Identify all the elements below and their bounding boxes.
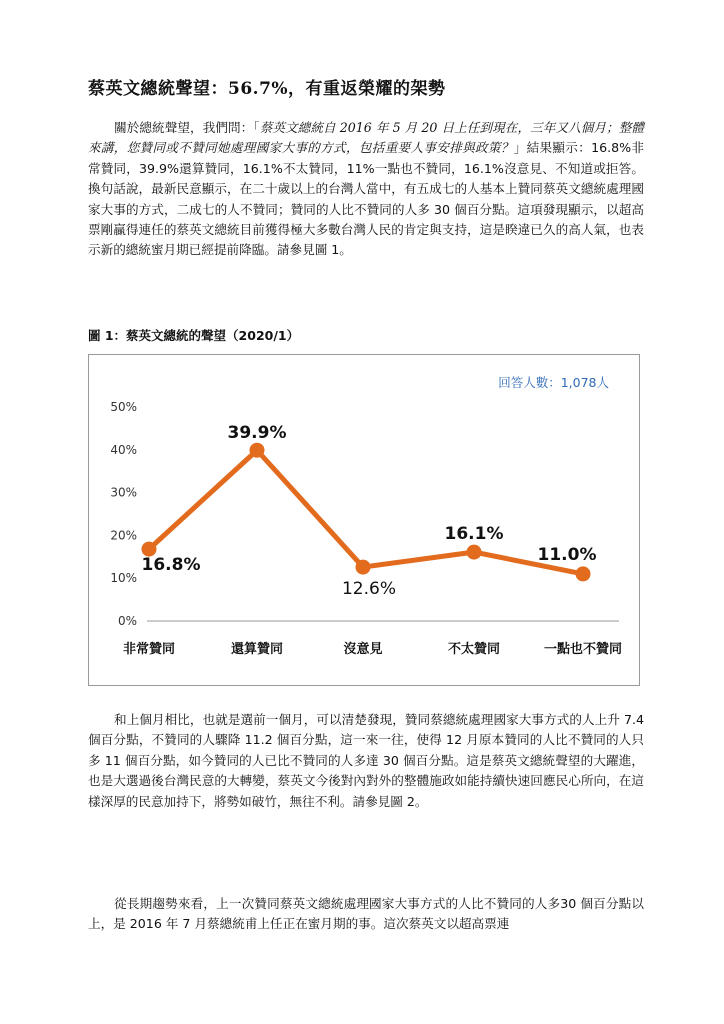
paragraph-3-text: 從長期趨勢來看，上一次贊同蔡英文總統處理國家大事方式的人比不贊同的人多30 個百分點以上，是 2016 年 7 月蔡總統甫上任正在蜜月期的事。這次蔡英文以超高票連 xyxy=(88,896,644,932)
survey-question-quote: 蔡英文總統自 2016 年 5 月 20 日上任到現在，三年又八個月；整體來講，您贊同或不贊同她處理國家大事的方式，包括重要人事安排與政策？ xyxy=(88,120,645,156)
data-label: 16.1% xyxy=(444,524,504,545)
y-tick-label: 0% xyxy=(117,614,137,628)
x-tick-label: 還算贊同 xyxy=(230,642,284,657)
data-point xyxy=(467,545,482,560)
article-title: 蔡英文總統聲望：56.7%，有重返榮耀的架勢 xyxy=(88,79,446,99)
x-tick-label: 不太贊同 xyxy=(447,642,501,657)
y-tick-label: 20% xyxy=(110,528,137,543)
y-tick-label: 50% xyxy=(110,400,137,414)
paragraph-2-text: 和上個月相比，也就是選前一個月，可以清楚發現，贊同蔡總統處理國家大事方式的人上升 7.4 個百分點，不贊同的人驟降 11.2 個百分點，這一來一往，使得 12 月原本贊同的人比不贊同的人只多 11 個百分點，如今贊同的人已比不贊同的人多達 30 個百分點。這是蔡英文總統聲望的大躍進，也是大選過後台灣民意的大轉變，蔡英文今後對內對外的整體施政如能持續快速回應民心所向，在這樣深厚的民意加持下，將勢如破竹，無往不利。請參見圖 2。 xyxy=(88,712,644,809)
paragraph-2 xyxy=(88,710,644,812)
paragraph-1-body: 結果顯示：16.8%非常贊同，39.9%還算贊同，16.1%不太贊同，11%一點也不贊同，16.1%沒意見、不知道或拒答。換句話說，最新民意顯示，在二十歲以上的台灣人當中，有五成七的人基本上贊同蔡英文總統處理國家大事的方式，二成七的人不贊同；贊同的人比不贊同的人多 30 個百分點。這項發現顯示，以超高票剛贏得連任的蔡英文總統目前獲得極大多數台灣人民的肯定與支持，這是睽違已久的高人氣，也表示新的總統蜜月期已經提前降臨。請參見圖 1。 xyxy=(88,140,644,258)
data-point xyxy=(576,566,591,581)
data-point xyxy=(356,560,371,575)
x-tick-label: 一點也不贊同 xyxy=(543,642,623,657)
quote-end: 」 xyxy=(513,140,527,156)
data-label: 11.0% xyxy=(537,544,597,565)
respondents-count-label: 回答人數：1,078人 xyxy=(498,375,609,390)
x-tick-label: 沒意見 xyxy=(343,642,383,657)
paragraph-3 xyxy=(88,894,644,935)
data-point xyxy=(250,443,265,458)
data-label: 39.9% xyxy=(227,423,287,444)
data-label: 16.8% xyxy=(141,555,201,576)
data-label: 12.6% xyxy=(341,579,397,600)
paragraph-1 xyxy=(88,118,644,261)
approval-chart-svg xyxy=(89,355,639,685)
figure-caption: 圖 1：蔡英文總統的聲望（2020/1） xyxy=(88,328,300,343)
x-tick-label: 非常贊同 xyxy=(122,642,176,657)
y-tick-label: 10% xyxy=(110,571,137,586)
y-tick-label: 40% xyxy=(110,442,137,457)
approval-series-line xyxy=(149,450,583,574)
y-tick-label: 30% xyxy=(110,485,137,500)
approval-chart xyxy=(88,354,640,686)
paragraph-1-lead: 關於總統聲望，我們問：「 xyxy=(114,120,260,135)
